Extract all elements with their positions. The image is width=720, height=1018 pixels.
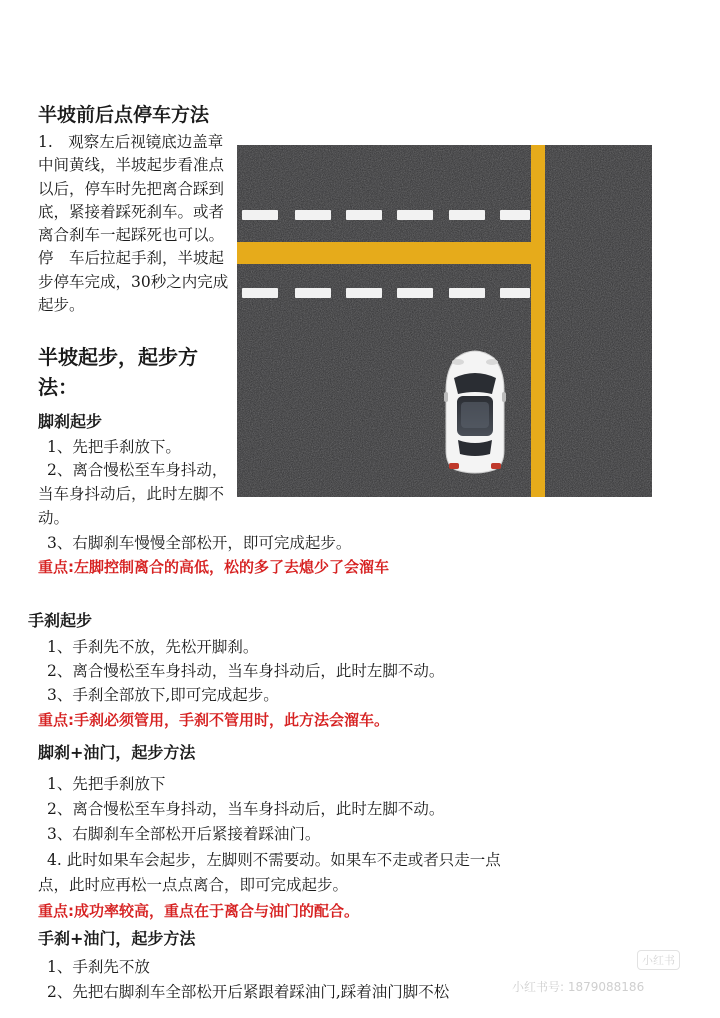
hand-brake-throttle-step-2: 2、先把右脚刹车全部松开后紧跟着踩油门,踩着油门脚不松 (47, 983, 450, 1001)
foot-brake-throttle-heading: 脚刹+油门，起步方法 (38, 743, 196, 762)
watermark-text: 小红书号: 1879088186 (512, 980, 645, 994)
foot-brake-step-2: 2、离合慢松至车身抖动，当车身抖动后，此时左脚不动。 (38, 461, 228, 527)
hand-brake-heading: 手刹起步 (28, 611, 93, 630)
hand-brake-throttle-step-1: 1、手刹先不放 (47, 958, 150, 976)
yellow-vertical-line (531, 145, 545, 497)
foot-brake-step-1: 1、先把手刹放下。 (47, 438, 181, 456)
foot-brake-heading: 脚刹起步 (38, 412, 103, 431)
foot-brake-key-point: 重点:左脚控制离合的高低，松的多了去熄少了会溜车 (38, 558, 390, 576)
hand-brake-throttle-heading: 手刹+油门，起步方法 (38, 929, 196, 948)
foot-brake-throttle-step-4-cont: 点，此时应再松一点点离合，即可完成起步。 (38, 876, 349, 894)
foot-brake-throttle-step-1: 1、先把手刹放下 (47, 775, 166, 793)
intro-paragraph: 1. 观察左后视镜底边盖章中间黄线，半坡起步看准点以后，停车时先把离合踩到底，紧接着踩死刹车。或者离合刹车一起踩死也可以。停 车后拉起手刹，半坡起步停车完成，30秒之内完成起步。 (38, 133, 229, 315)
foot-brake-throttle-step-3: 3、右脚刹车全部松开后紧接着踩油门。 (47, 825, 321, 843)
foot-brake-throttle-key-point: 重点:成功率较高，重点在于离合与油门的配合。 (38, 902, 360, 920)
hand-brake-step-1: 1、手刹先不放，先松开脚刹。 (47, 638, 259, 656)
hand-brake-step-3: 3、手刹全部放下,即可完成起步。 (47, 686, 279, 704)
hand-brake-step-2: 2、离合慢松至车身抖动，当车身抖动后，此时左脚不动。 (47, 662, 445, 680)
road-illustration (237, 145, 652, 497)
foot-brake-step-3: 3、右脚刹车慢慢全部松开，即可完成起步。 (47, 534, 352, 552)
hand-brake-key-point: 重点:手刹必须管用，手刹不管用时，此方法会溜车。 (38, 711, 390, 729)
page-title: 半坡前后点停车方法 (38, 104, 210, 126)
foot-brake-throttle-step-4: 4. 此时如果车会起步，左脚则不需要动。如果车不走或者只走一点 (47, 851, 501, 869)
watermark-logo: 小红书 (637, 950, 680, 970)
foot-brake-throttle-step-2: 2、离合慢松至车身抖动，当车身抖动后，此时左脚不动。 (47, 800, 445, 818)
car-top-view (444, 351, 506, 473)
yellow-horizontal-line (237, 242, 532, 264)
section-title: 半坡起步，起步方法： (38, 345, 198, 399)
